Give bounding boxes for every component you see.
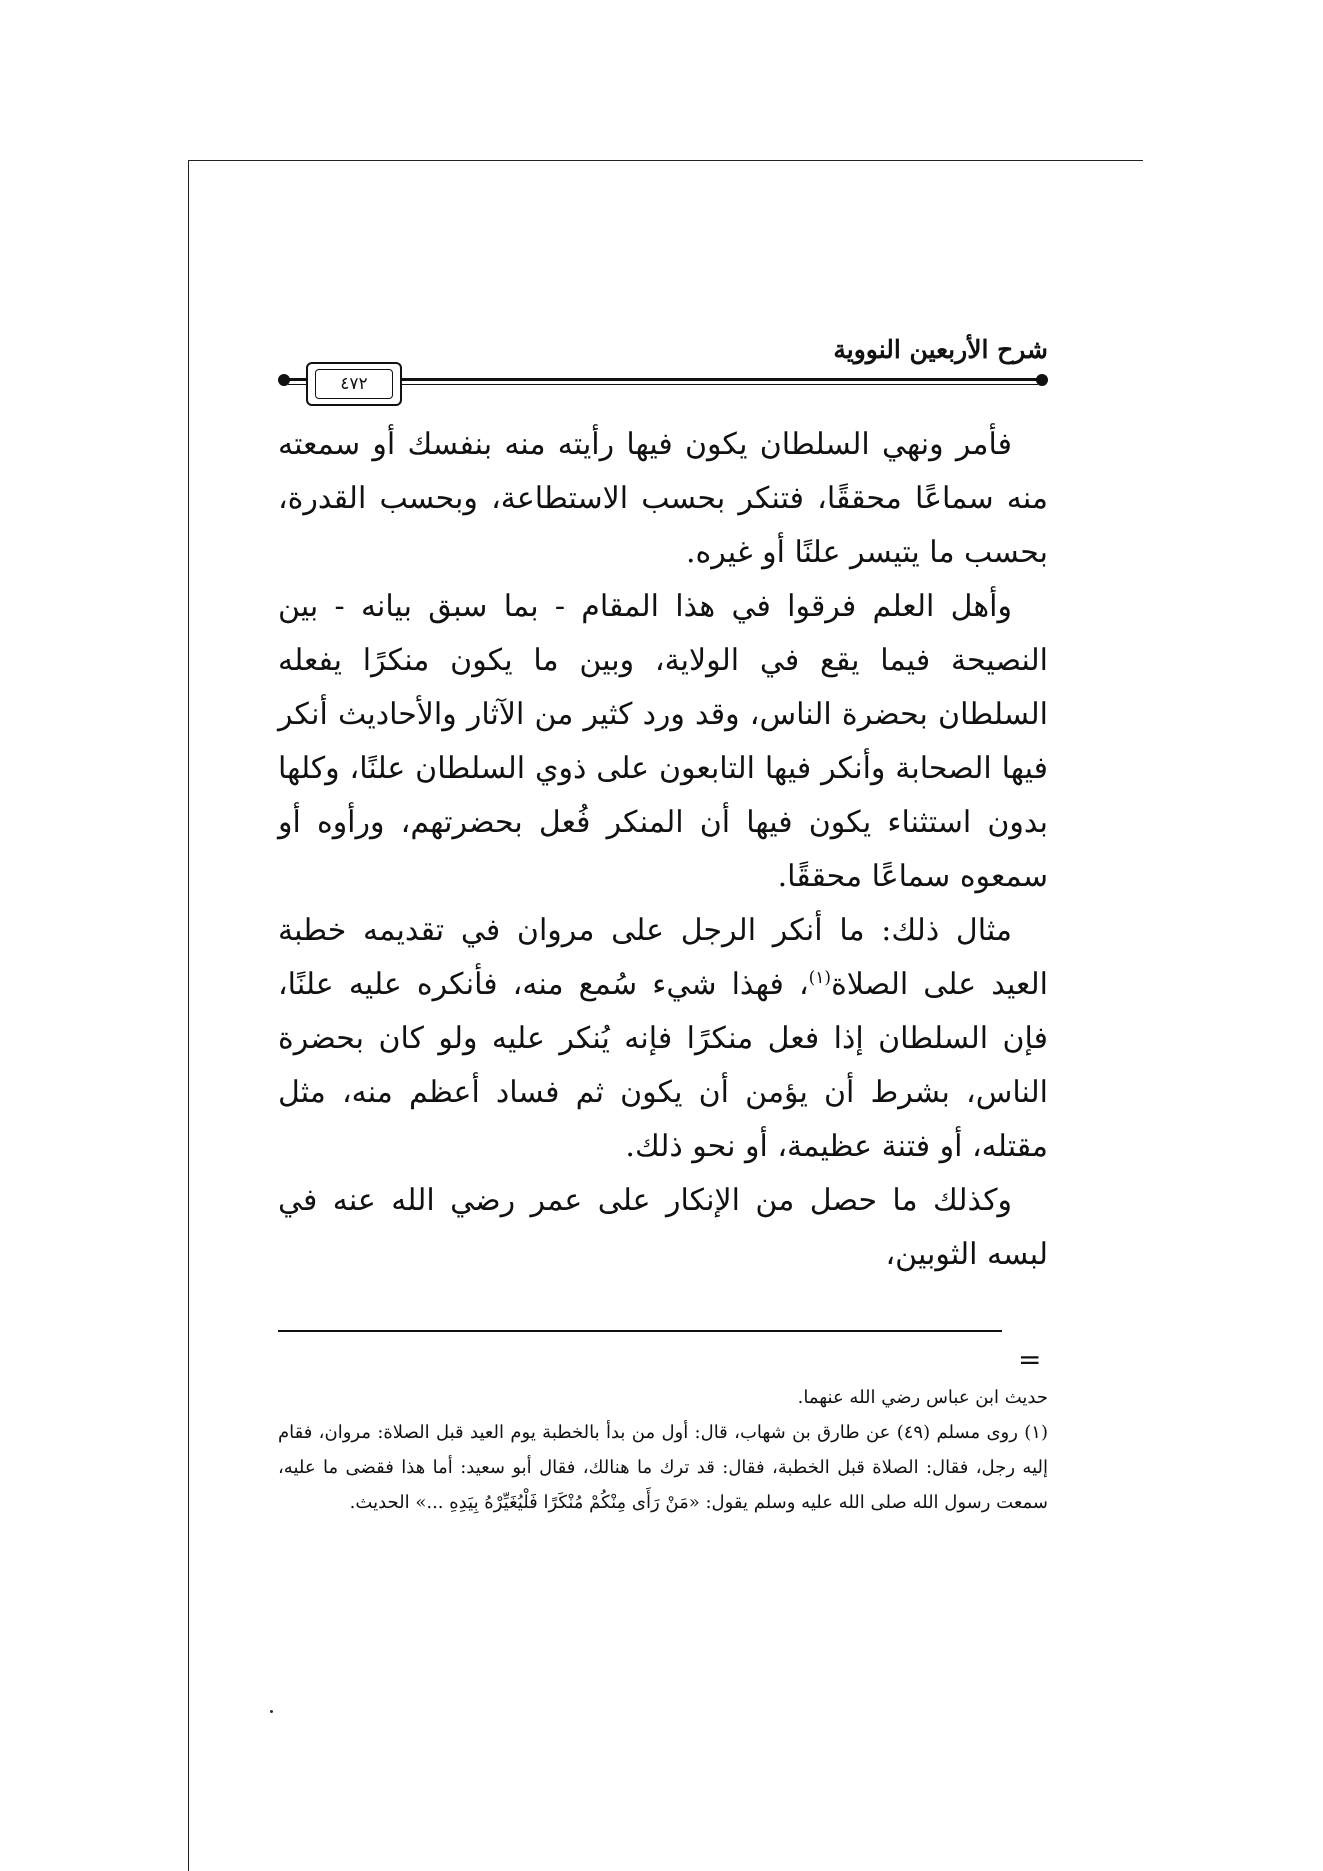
paragraph-4: وكذلك ما حصل من الإنكار على عمر رضي الله عنه في لبسه الثوبين،: [278, 1183, 1048, 1272]
footnote-1: (١) روى مسلم (٤٩) عن طارق بن شهاب، قال: أول من بدأ بالخطبة يوم العيد قبل الصلاة: مروان، فقام إليه رجل، فقال: الصلاة قبل الخطبة، فقال: قد ترك ما هنالك، فقال أبو سعيد: أما هذا فقضى ما عليه، سمعت رسول الله صلى الله عليه وسلم يقول: «مَنْ رَأَى مِنْكُمْ مُنْكَرًا فَلْيُغَيِّرْهُ بِيَدِهِ ...» الحديث.: [278, 1422, 1048, 1513]
scan-border-left: [188, 160, 189, 1871]
footnote-continuation-mark: =: [1018, 1343, 1042, 1376]
header-ornament-dot-right: [1036, 374, 1048, 386]
footnote-ref-1[interactable]: (١): [808, 968, 832, 988]
paragraph-3-start: مثال ذلك: ما أنكر الرجل على مروان في تقديمه خطبة العيد على الصلاة: [278, 913, 1048, 1002]
paragraph-3-end: ، فهذا شيء سُمع منه، فأنكره عليه علنًا، فإن السلطان إذا فعل منكرًا فإنه يُنكر عليه ولو كان بحضرة الناس، بشرط أن يؤمن أن يكون ثم فساد أعظم منه، مثل مقتله، أو فتنة عظيمة، أو نحو ذلك.: [278, 967, 1048, 1164]
book-title: شرح الأربعين النووية: [833, 335, 1048, 364]
paragraph-2: وأهل العلم فرقوا في هذا المقام - بما سبق بيانه - بين النصيحة فيما يقع في الولاية، وبين ما يكون منكرًا يفعله السلطان بحضرة الناس، وقد ورد كثير من الآثار والأحاديث أنكر فيها الصحابة وأنكر فيها التابعون على ذوي السلطان علنًا، وكلها بدون استثناء يكون فيها أن المنكر فُعل بحضرتهم، ورأوه أو سمعوه سماعًا محققًا.: [278, 589, 1048, 894]
footnotes: [278, 1380, 1048, 1520]
scan-speck: [270, 1710, 273, 1713]
paragraph-1: فأمر ونهي السلطان يكون فيها رأيته منه بنفسك أو سمعته منه سماعًا محققًا، فتنكر بحسب الاستطاعة، وبحسب القدرة، بحسب ما يتيسر علنًا أو غيره.: [278, 427, 1048, 570]
footnote-continued: حديث ابن عباس رضي الله عنهما.: [797, 1387, 1048, 1408]
page-header: [278, 335, 1048, 410]
page-number-frame: [306, 362, 402, 406]
main-text: [278, 418, 1048, 1282]
footnote-separator: [278, 1330, 1002, 1332]
header-ornament-dot-left: [278, 374, 290, 386]
scan-border-top: [188, 160, 1143, 161]
paragraph-3: [278, 904, 1048, 1174]
page-number: ٤٧٢: [315, 369, 393, 399]
